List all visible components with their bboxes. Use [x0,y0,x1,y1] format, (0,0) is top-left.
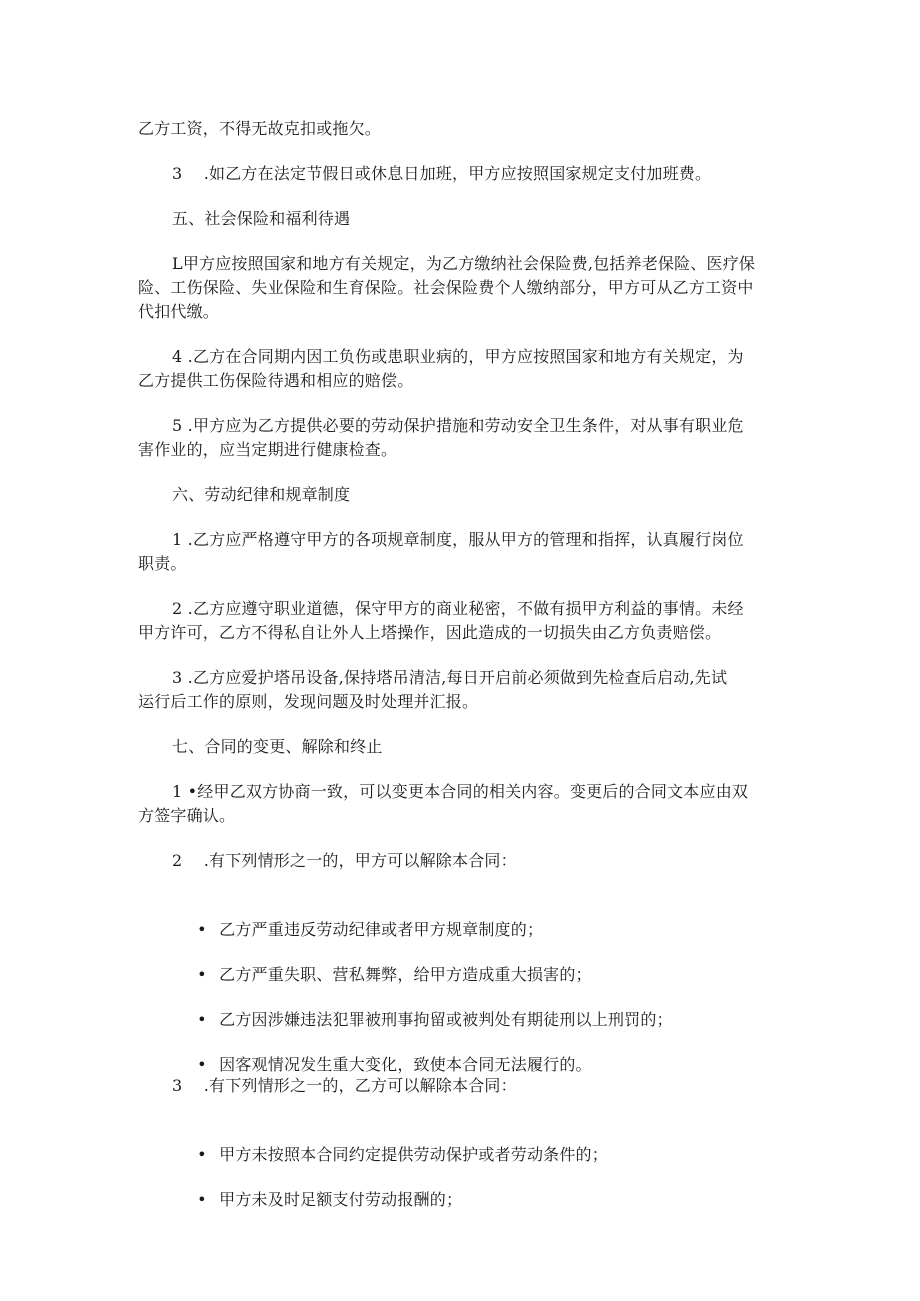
paragraph-line: 代扣代缴。 [138,302,220,321]
section-heading: 五、社会保险和福利待遇 [172,209,351,228]
bullet-icon: • [197,1010,207,1029]
paragraph-line: 职责。 [138,554,187,573]
bullet-icon: • [197,1145,207,1164]
section-heading: 六、劳动纪律和规章制度 [172,485,351,504]
paragraph-line: 2 .有下列情形之一的，甲方可以解除本合同： [172,851,517,870]
bullet-icon: • [197,920,207,939]
bullet-icon: • [197,965,207,984]
paragraph-line: 4 .乙方在合同期内因工负伤或患职业病的，甲方应按照国家和地方有关规定，为 [172,347,744,366]
list-item-text: 甲方未按照本合同约定提供劳动保护或者劳动条件的； [219,1145,608,1164]
paragraph-line: 3 .乙方应爱护塔吊设备,保持塔吊清洁,每日开启前必须做到先检查后启动,先试 [172,668,728,687]
bullet-icon: • [197,1190,207,1209]
paragraph-line: 5 .甲方应为乙方提供必要的劳动保护措施和劳动安全卫生条件，对从事有职业危 [172,416,744,435]
paragraph-line: 乙方工资，不得无故克扣或拖欠。 [138,119,382,138]
paragraph-line: 1 •经甲乙双方协商一致，可以变更本合同的相关内容。变更后的合同文本应由双 [172,782,749,801]
bullet-icon: • [197,1055,207,1074]
paragraph-line: 险、工伤保险、失业保险和生育保险。社会保险费个人缴纳部分，甲方可从乙方工资中 [138,278,754,297]
list-item-text: 因客观情况发生重大变化，致使本合同无法履行的。 [219,1055,592,1074]
list-item-text: 乙方因涉嫌违法犯罪被刑事拘留或被判处有期徒刑以上刑罚的； [219,1010,673,1029]
paragraph-line: 3 .有下列情形之一的，乙方可以解除本合同： [172,1076,517,1095]
paragraph-line: 乙方提供工伤保险待遇和相应的赔偿。 [138,371,414,390]
paragraph-line: 2 .乙方应遵守职业道德，保守甲方的商业秘密，不做有损甲方利益的事情。未经 [172,599,744,618]
paragraph-line: 甲方许可，乙方不得私自让外人上塔操作，因此造成的一切损失由乙方负责赔偿。 [138,623,722,642]
paragraph-line: 3 .如乙方在法定节假日或休息日加班，甲方应按照国家规定支付加班费。 [172,164,712,183]
list-item-text: 乙方严重失职、营私舞弊，给甲方造成重大损害的； [219,965,592,984]
section-heading: 七、合同的变更、解除和终止 [172,737,383,756]
paragraph-line: 1 .乙方应严格遵守甲方的各项规章制度，服从甲方的管理和指挥，认真履行岗位 [172,530,744,549]
paragraph-line: 运行后工作的原则，发现问题及时处理并汇报。 [138,692,479,711]
list-item [176,1164,826,1236]
paragraph-line: L甲方应按照国家和地方有关规定，为乙方缴纳社会保险费,包括养老保险、医疗保 [172,254,756,273]
list-item-text: 乙方严重违反劳动纪律或者甲方规章制度的； [219,920,544,939]
paragraph-line: 害作业的，应当定期进行健康检查。 [138,440,398,459]
paragraph-line: 方签字确认。 [138,806,236,825]
list-item-text: 甲方未及时足额支付劳动报酬的； [219,1190,463,1209]
